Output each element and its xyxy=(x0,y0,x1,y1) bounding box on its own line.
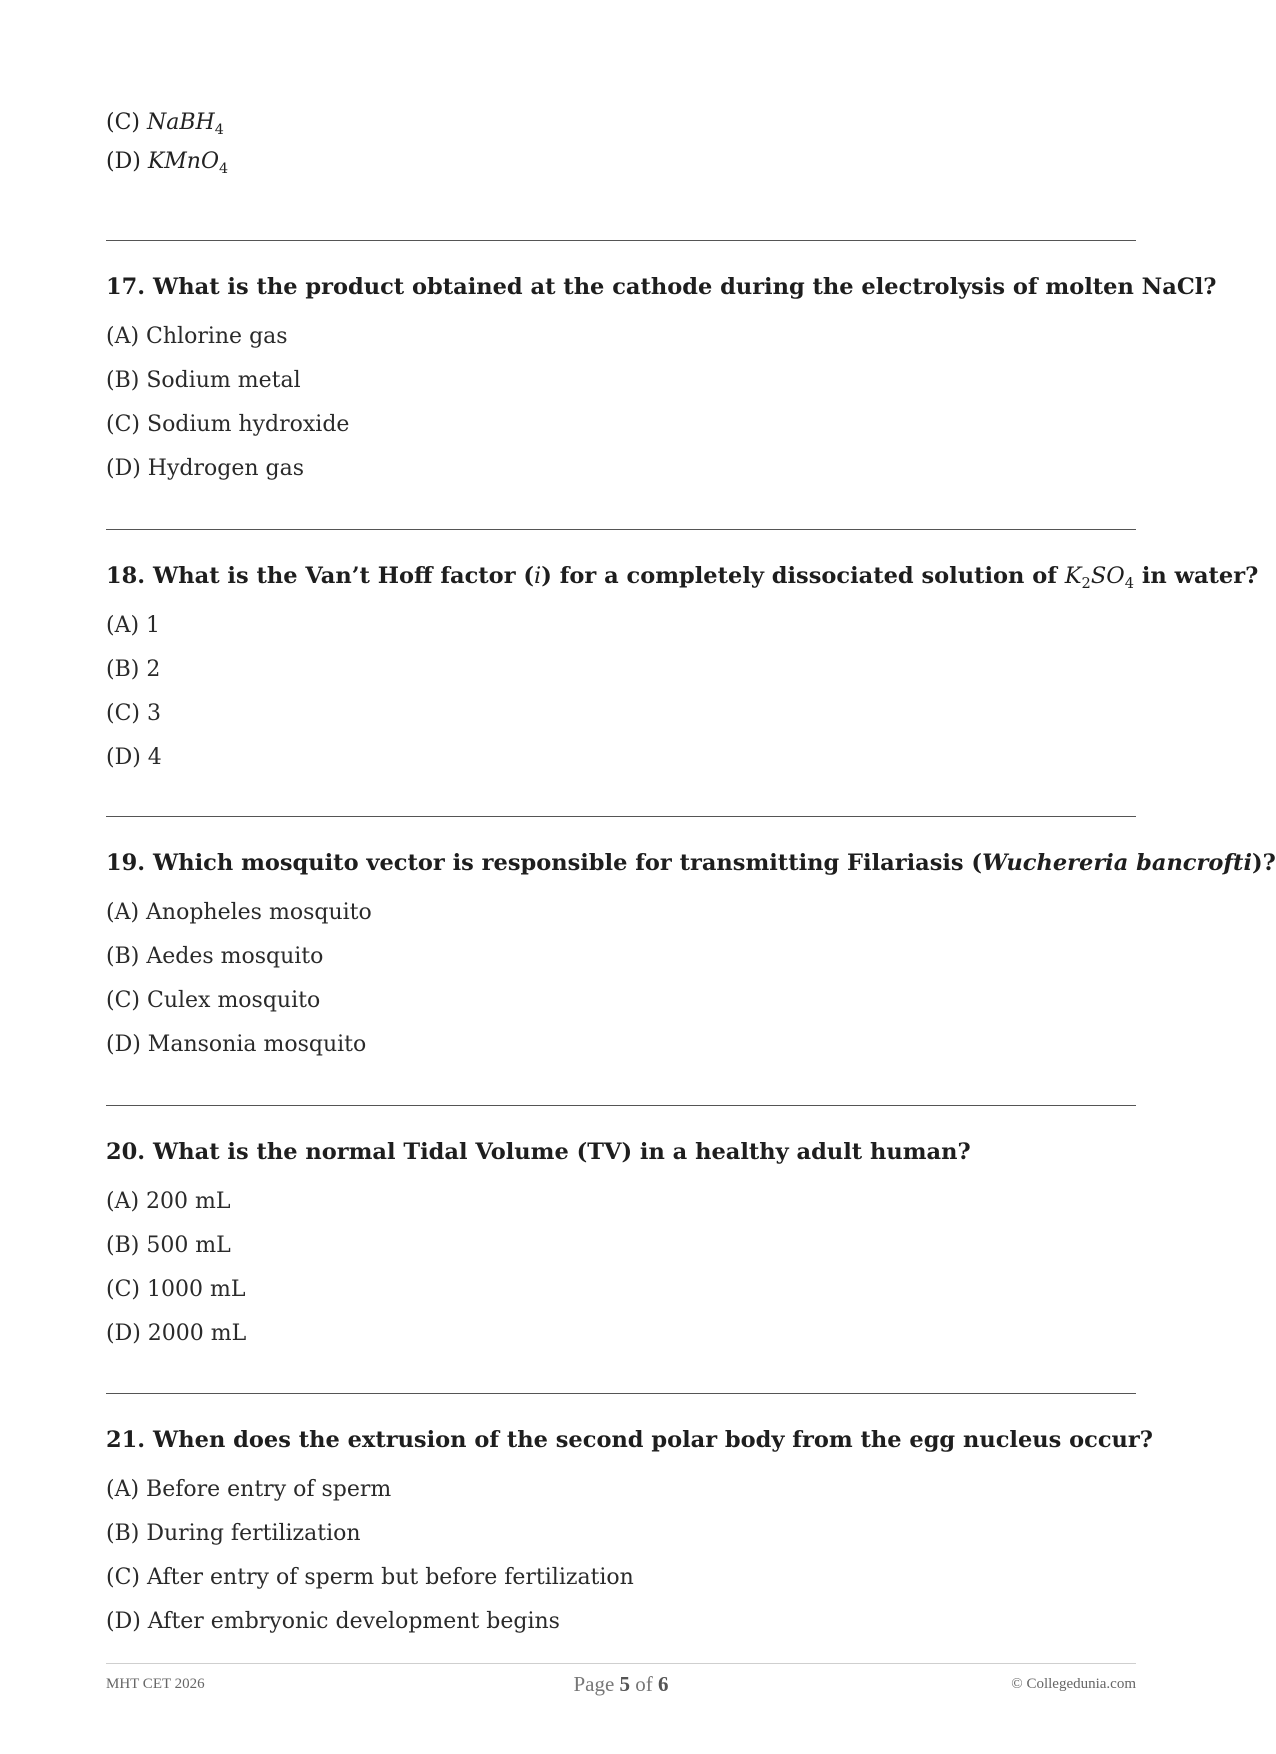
q18-option-b: (B) 2 xyxy=(106,657,161,682)
question-21-title: 21. When does the extrusion of the second polar body from the egg nucleus occur? xyxy=(106,1427,1153,1453)
option-c-nabh4: (C) NaBH$_4$ xyxy=(106,110,224,138)
q17-option-c: (C) Sodium hydroxide xyxy=(106,412,350,437)
q19-option-a: (A) Anopheles mosquito xyxy=(106,900,372,925)
q21-option-b: (B) During fertilization xyxy=(106,1521,361,1546)
q20-option-d: (D) 2000 mL xyxy=(106,1321,247,1346)
footer-divider xyxy=(106,1663,1136,1664)
divider xyxy=(106,529,1136,530)
footer-page-number: Page 5 of 6 xyxy=(573,1672,669,1696)
option-d-kmno4: (D) KMnO$_4$ xyxy=(106,149,229,177)
divider xyxy=(106,1393,1136,1394)
q19-option-d: (D) Mansonia mosquito xyxy=(106,1032,367,1057)
divider xyxy=(106,816,1136,817)
question-18-title: 18. What is the Van’t Hoff factor (i) for a completely dissociated solution of $K_2SO_4$ in water? xyxy=(106,563,1259,593)
q19-option-c: (C) Culex mosquito xyxy=(106,988,321,1013)
q21-option-d: (D) After embryonic development begins xyxy=(106,1609,560,1634)
q17-option-b: (B) Sodium metal xyxy=(106,368,301,393)
q21-option-c: (C) After entry of sperm but before fertilization xyxy=(106,1565,634,1590)
divider xyxy=(106,240,1136,241)
q20-option-b: (B) 500 mL xyxy=(106,1233,231,1258)
q21-option-a: (A) Before entry of sperm xyxy=(106,1477,392,1502)
q20-option-c: (C) 1000 mL xyxy=(106,1277,246,1302)
question-20-title: 20. What is the normal Tidal Volume (TV) in a healthy adult human? xyxy=(106,1139,971,1165)
q19-option-b: (B) Aedes mosquito xyxy=(106,944,324,969)
footer-copyright: © Collegedunia.com xyxy=(1011,1676,1136,1692)
footer-exam-name: MHT CET 2026 xyxy=(106,1676,205,1692)
q18-option-d: (D) 4 xyxy=(106,745,162,770)
q20-option-a: (A) 200 mL xyxy=(106,1189,231,1214)
q18-option-a: (A) 1 xyxy=(106,613,161,638)
divider xyxy=(106,1105,1136,1106)
question-19-title: 19. Which mosquito vector is responsible for transmitting Filariasis (Wuchereria bancrofti)? xyxy=(106,850,1276,876)
q17-option-a: (A) Chlorine gas xyxy=(106,324,288,349)
q18-option-c: (C) 3 xyxy=(106,701,161,726)
question-17-title: 17. What is the product obtained at the cathode during the electrolysis of molten NaCl? xyxy=(106,274,1217,300)
q17-option-d: (D) Hydrogen gas xyxy=(106,456,305,481)
